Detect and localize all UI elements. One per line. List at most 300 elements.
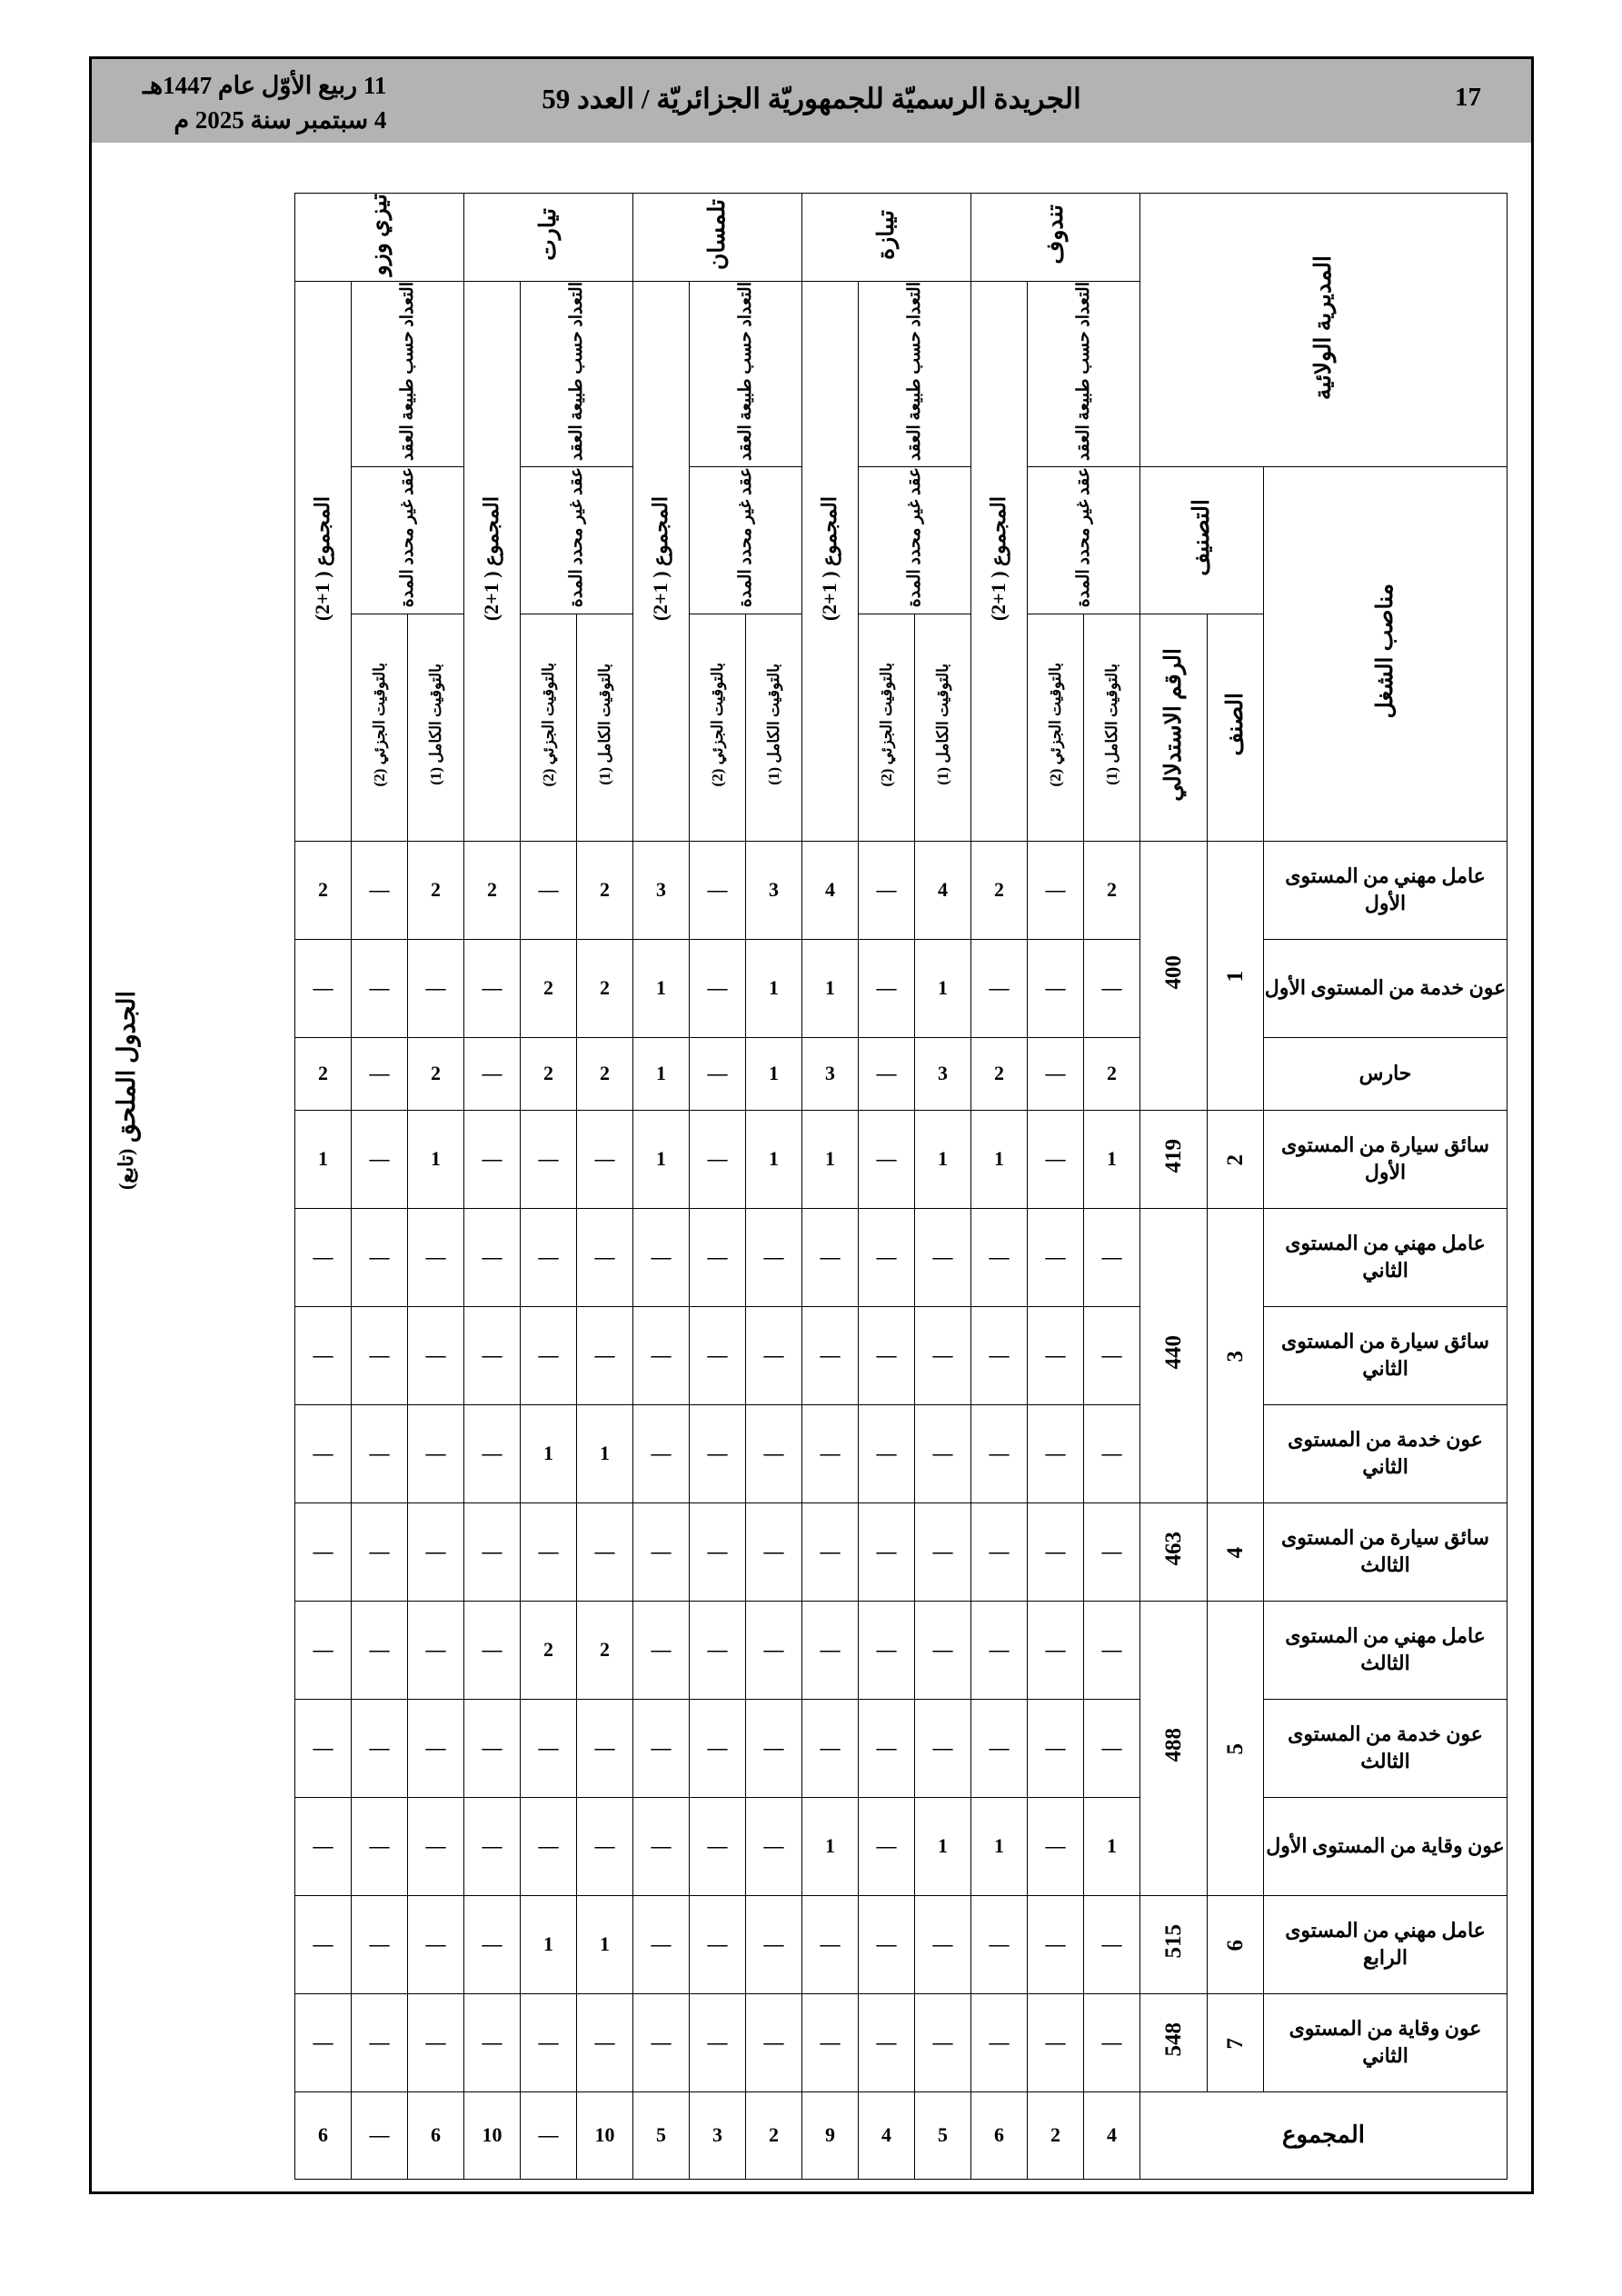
issue-date — [143, 68, 386, 138]
cell-total: 2 — [295, 1037, 352, 1110]
permanent-contract-header-4 — [352, 467, 464, 614]
journal-title: الجريدة الرسميّة للجمهوريّة الجزائريّة / العدد 59 — [542, 83, 1081, 115]
full-time-label: بالتوقيت الكامل (1) — [426, 664, 444, 785]
full-time-header-3 — [577, 614, 633, 841]
cell-full-time: — — [915, 1601, 971, 1699]
cell-part-time: — — [521, 1208, 577, 1306]
table-total-row — [295, 2091, 1508, 2179]
cell-full-time: — — [408, 1699, 464, 1797]
cell-full-time: 1 — [915, 1110, 971, 1208]
full-time-label: بالتوقيت الكامل (1) — [933, 664, 951, 785]
cell-part-time: — — [352, 1502, 408, 1601]
job-label: عامل مهني من المستوى الأول — [1264, 841, 1508, 939]
cell-part-time: — — [1028, 1797, 1084, 1895]
category-number: 4 — [1222, 1546, 1248, 1559]
category-header-cell — [1208, 614, 1264, 841]
category-number: 1 — [1222, 970, 1248, 983]
cell-total: — — [464, 1502, 521, 1601]
cell-full-time: 1 — [1084, 1110, 1140, 1208]
index-number: 463 — [1160, 1532, 1186, 1566]
cell-total: 2 — [295, 841, 352, 939]
cell-total: 1 — [633, 939, 690, 1037]
total-col-label: المجموع ( 1+2) — [649, 495, 672, 622]
part-time-header-1 — [859, 614, 915, 841]
cell-part-time: — — [352, 1306, 408, 1404]
cell-part-time: — — [352, 1208, 408, 1306]
cell-total: — — [295, 1208, 352, 1306]
cell-part-time: — — [1028, 1601, 1084, 1699]
job-label: سائق سيارة من المستوى الثاني — [1264, 1306, 1508, 1404]
cell-part-time: — — [521, 1993, 577, 2091]
index-header-label: الرقم الاستدلالي — [1160, 647, 1186, 802]
cell-full-time: 1 — [746, 1037, 802, 1110]
permanent-contract-header-1 — [859, 467, 971, 614]
permanent-contract-label: عقد غير محدد المدة — [904, 467, 924, 608]
wilaya-label: تيزي وزو — [366, 194, 392, 276]
table-row — [295, 1895, 1508, 1993]
category-number: 2 — [1222, 1153, 1248, 1166]
table-row — [295, 1404, 1508, 1502]
cell-part-time: — — [352, 1699, 408, 1797]
total-col-header-4 — [295, 282, 352, 841]
index-value — [1140, 1208, 1208, 1502]
cell-full-time: — — [746, 1404, 802, 1502]
cell-full-time: 2 — [408, 1037, 464, 1110]
part-time-header-2 — [690, 614, 746, 841]
cell-total: 1 — [802, 1110, 859, 1208]
cell-full-time: 2 — [577, 1037, 633, 1110]
cell-full-time: — — [408, 1601, 464, 1699]
category-value — [1208, 1993, 1264, 2091]
job-label: سائق سيارة من المستوى الأول — [1264, 1110, 1508, 1208]
total-sum: 9 — [802, 2091, 859, 2179]
cell-full-time: — — [408, 1895, 464, 1993]
cell-full-time: — — [1084, 1306, 1140, 1404]
cell-full-time: — — [1084, 1208, 1140, 1306]
cell-total: 1 — [633, 1037, 690, 1110]
cell-part-time: — — [521, 1502, 577, 1601]
category-value — [1208, 1895, 1264, 1993]
cell-total: — — [633, 1601, 690, 1699]
cell-full-time: — — [577, 1208, 633, 1306]
wilaya-label: تلمسان — [704, 199, 730, 271]
part-time-label: بالتوقيت الجزئي (2) — [877, 662, 895, 787]
total-full-time: 5 — [915, 2091, 971, 2179]
cell-full-time: 2 — [577, 841, 633, 939]
index-value — [1140, 841, 1208, 1110]
cell-full-time: — — [1084, 1502, 1140, 1601]
cell-part-time: — — [352, 1601, 408, 1699]
cell-total: — — [464, 1601, 521, 1699]
cell-part-time: — — [690, 1208, 746, 1306]
jobs-header-label: مناصب الشغل — [1372, 584, 1398, 719]
cell-full-time: 2 — [1084, 1037, 1140, 1110]
cell-total: 2 — [971, 1037, 1028, 1110]
cell-part-time: — — [1028, 841, 1084, 939]
cell-full-time: — — [746, 1306, 802, 1404]
cell-part-time: — — [690, 939, 746, 1037]
cell-total: — — [464, 1797, 521, 1895]
job-label: حارس — [1264, 1037, 1508, 1110]
cell-full-time: 1 — [746, 1110, 802, 1208]
cell-full-time: — — [746, 1699, 802, 1797]
table-row — [295, 1601, 1508, 1699]
cell-total: — — [802, 1601, 859, 1699]
total-sum: 6 — [295, 2091, 352, 2179]
cell-part-time: — — [1028, 939, 1084, 1037]
cell-total: — — [633, 1502, 690, 1601]
cell-total: — — [464, 1208, 521, 1306]
cell-total: — — [971, 1699, 1028, 1797]
wilaya-label: تيارت — [535, 208, 561, 262]
table-row — [295, 1797, 1508, 1895]
contract-nature-label: التعداد حسب طبيعة العقد — [566, 282, 586, 462]
total-col-label: المجموع ( 1+2) — [987, 495, 1010, 622]
cell-full-time: — — [915, 1993, 971, 2091]
cell-full-time: — — [408, 1993, 464, 2091]
cell-total: — — [295, 1404, 352, 1502]
job-label: عون خدمة من المستوى الثاني — [1264, 1404, 1508, 1502]
cell-total: — — [971, 939, 1028, 1037]
cell-total: 1 — [802, 1797, 859, 1895]
cell-part-time: — — [859, 1037, 915, 1110]
cell-part-time: — — [521, 1797, 577, 1895]
cell-full-time: 1 — [577, 1404, 633, 1502]
category-header-label: الصنف — [1222, 693, 1248, 756]
part-time-header-4 — [352, 614, 408, 841]
cell-full-time: — — [408, 1208, 464, 1306]
cell-part-time: — — [690, 1037, 746, 1110]
cell-total: — — [295, 1601, 352, 1699]
cell-full-time: — — [577, 1993, 633, 2091]
cell-total: 2 — [464, 841, 521, 939]
part-time-header-3 — [521, 614, 577, 841]
contract-nature-header-2 — [690, 282, 802, 467]
cell-part-time: 2 — [521, 1037, 577, 1110]
job-label: عامل مهني من المستوى الثاني — [1264, 1208, 1508, 1306]
cell-part-time: — — [690, 1502, 746, 1601]
index-value — [1140, 1502, 1208, 1601]
job-label: عون وقاية من المستوى الثاني — [1264, 1993, 1508, 2091]
total-full-time: 4 — [1084, 2091, 1140, 2179]
cell-part-time: — — [859, 1699, 915, 1797]
category-number: 6 — [1222, 1939, 1248, 1952]
cell-total: — — [295, 1699, 352, 1797]
cell-part-time: — — [352, 1110, 408, 1208]
cell-full-time: 3 — [915, 1037, 971, 1110]
cell-full-time: — — [915, 1306, 971, 1404]
index-value — [1140, 1110, 1208, 1208]
issue-date-gregorian: 4 سبتمبر سنة 2025 م — [174, 106, 387, 135]
job-label: عامل مهني من المستوى الرابع — [1264, 1895, 1508, 1993]
cell-total: — — [464, 1404, 521, 1502]
total-col-label: المجموع ( 1+2) — [480, 495, 503, 622]
cell-full-time: 2 — [577, 939, 633, 1037]
cell-full-time: — — [915, 1699, 971, 1797]
cell-part-time: — — [352, 1895, 408, 1993]
part-time-label: بالتوقيت الجزئي (2) — [370, 662, 388, 787]
cell-part-time: — — [352, 1404, 408, 1502]
total-col-label: المجموع ( 1+2) — [818, 495, 841, 622]
staffing-table — [294, 193, 1508, 2180]
cell-total: — — [464, 1037, 521, 1110]
category-number: 7 — [1222, 2037, 1248, 2050]
cell-total: 1 — [802, 939, 859, 1037]
contract-nature-label: التعداد حسب طبيعة العقد — [904, 282, 924, 462]
contract-nature-header-0 — [1028, 282, 1140, 467]
contract-nature-label: التعداد حسب طبيعة العقد — [397, 282, 417, 462]
cell-part-time: — — [859, 1502, 915, 1601]
cell-part-time: — — [690, 1110, 746, 1208]
index-value — [1140, 1993, 1208, 2091]
cell-total: — — [464, 1895, 521, 1993]
table-row — [295, 939, 1508, 1037]
cell-total: — — [802, 1404, 859, 1502]
wilaya-header-3 — [464, 194, 633, 282]
cell-part-time: — — [690, 1601, 746, 1699]
part-time-label: بالتوقيت الجزئي (2) — [539, 662, 557, 787]
classification-header-label: التصنيف — [1189, 499, 1214, 576]
part-time-label: بالتوقيت الجزئي (2) — [1046, 662, 1064, 787]
cell-part-time: — — [859, 1797, 915, 1895]
cell-part-time: — — [690, 841, 746, 939]
cell-part-time: — — [859, 1404, 915, 1502]
cell-full-time: — — [1084, 1601, 1140, 1699]
cell-total: — — [464, 1110, 521, 1208]
permanent-contract-label: عقد غير محدد المدة — [1073, 467, 1093, 608]
jobs-header-cell — [1264, 467, 1508, 841]
cell-total: — — [464, 1699, 521, 1797]
cell-full-time: 1 — [915, 939, 971, 1037]
cell-full-time: — — [577, 1797, 633, 1895]
cell-full-time: — — [746, 1502, 802, 1601]
cell-part-time: — — [690, 1895, 746, 1993]
full-time-label: بالتوقيت الكامل (1) — [595, 664, 613, 785]
total-full-time: 10 — [577, 2091, 633, 2179]
cell-part-time: — — [859, 1993, 915, 2091]
cell-part-time: — — [1028, 1993, 1084, 2091]
cell-total: 3 — [633, 841, 690, 939]
table-row — [295, 1110, 1508, 1208]
job-label: عون وقاية من المستوى الأول — [1264, 1797, 1508, 1895]
total-sum: 10 — [464, 2091, 521, 2179]
cell-total: — — [971, 1502, 1028, 1601]
cell-full-time: — — [408, 1797, 464, 1895]
cell-part-time: — — [690, 1306, 746, 1404]
cell-full-time: 3 — [746, 841, 802, 939]
cell-part-time: — — [1028, 1404, 1084, 1502]
total-col-header-1 — [802, 282, 859, 841]
cell-part-time: — — [352, 1797, 408, 1895]
cell-full-time: — — [746, 1208, 802, 1306]
classification-header-cell — [1140, 467, 1264, 614]
page-header-band — [92, 59, 1531, 143]
cell-total: 4 — [802, 841, 859, 939]
cell-total: 2 — [971, 841, 1028, 939]
cell-total: — — [295, 1895, 352, 1993]
cell-part-time: — — [859, 841, 915, 939]
wilaya-header-0 — [971, 194, 1140, 282]
cell-full-time: 1 — [1084, 1797, 1140, 1895]
cell-total: — — [802, 1502, 859, 1601]
total-part-time: 4 — [859, 2091, 915, 2179]
cell-total: — — [971, 1895, 1028, 1993]
cell-part-time: — — [1028, 1502, 1084, 1601]
total-col-header-0 — [971, 282, 1028, 841]
job-label: عون خدمة من المستوى الثالث — [1264, 1699, 1508, 1797]
contract-nature-header-1 — [859, 282, 971, 467]
cell-full-time: — — [408, 1404, 464, 1502]
wilaya-header-1 — [802, 194, 971, 282]
cell-full-time: — — [746, 1993, 802, 2091]
table-row — [295, 1502, 1508, 1601]
table-header-wilayas — [295, 194, 1508, 282]
appendix-caption-sub: (تابع) — [114, 1148, 137, 1191]
index-number: 419 — [1160, 1139, 1186, 1173]
cell-full-time: — — [915, 1208, 971, 1306]
total-col-label: المجموع ( 1+2) — [311, 495, 334, 622]
cell-full-time: — — [746, 1895, 802, 1993]
index-number: 488 — [1160, 1728, 1186, 1762]
cell-full-time: — — [408, 1306, 464, 1404]
cell-total: — — [295, 1993, 352, 2091]
table-row — [295, 1993, 1508, 2091]
table-row — [295, 1306, 1508, 1404]
cell-total: 1 — [971, 1797, 1028, 1895]
appendix-caption — [112, 991, 148, 1190]
permanent-contract-header-3 — [521, 467, 633, 614]
index-value — [1140, 1601, 1208, 1895]
cell-total: — — [633, 1306, 690, 1404]
cell-part-time: — — [521, 1110, 577, 1208]
part-time-label: بالتوقيت الجزئي (2) — [708, 662, 726, 787]
table-row — [295, 1037, 1508, 1110]
cell-total: 1 — [971, 1110, 1028, 1208]
cell-total: — — [971, 1208, 1028, 1306]
cell-part-time: — — [859, 939, 915, 1037]
cell-total: — — [802, 1699, 859, 1797]
cell-total: — — [295, 1797, 352, 1895]
cell-part-time: — — [690, 1699, 746, 1797]
job-label: سائق سيارة من المستوى الثالث — [1264, 1502, 1508, 1601]
table-row — [295, 1208, 1508, 1306]
index-number: 400 — [1160, 955, 1186, 990]
appendix-caption-title: الجدول الملحق — [113, 991, 140, 1143]
cell-total: — — [633, 1895, 690, 1993]
cell-part-time: 2 — [521, 1601, 577, 1699]
cell-full-time: 2 — [1084, 841, 1140, 939]
category-value — [1208, 841, 1264, 1110]
cell-full-time: 1 — [408, 1110, 464, 1208]
index-number: 548 — [1160, 2022, 1186, 2057]
cell-full-time: — — [577, 1306, 633, 1404]
permanent-contract-label: عقد غير محدد المدة — [397, 467, 417, 608]
cell-full-time: — — [1084, 939, 1140, 1037]
cell-full-time: 1 — [915, 1797, 971, 1895]
cell-full-time: 4 — [915, 841, 971, 939]
cell-total: 3 — [802, 1037, 859, 1110]
total-col-header-2 — [633, 282, 690, 841]
table-row — [295, 841, 1508, 939]
cell-part-time: — — [690, 1993, 746, 2091]
cell-total: — — [633, 1797, 690, 1895]
cell-full-time: — — [915, 1404, 971, 1502]
cell-part-time: — — [352, 841, 408, 939]
cell-full-time: 2 — [408, 841, 464, 939]
wilaya-header-4 — [295, 194, 464, 282]
table-row — [295, 1699, 1508, 1797]
total-sum: 6 — [971, 2091, 1028, 2179]
category-value — [1208, 1208, 1264, 1502]
cell-full-time: — — [408, 1502, 464, 1601]
cell-part-time: — — [859, 1110, 915, 1208]
cell-part-time: — — [521, 841, 577, 939]
total-full-time: 6 — [408, 2091, 464, 2179]
job-label: عامل مهني من المستوى الثالث — [1264, 1601, 1508, 1699]
cell-total: — — [971, 1993, 1028, 2091]
full-time-header-1 — [915, 614, 971, 841]
cell-full-time: — — [746, 1797, 802, 1895]
cell-part-time: — — [352, 1993, 408, 2091]
cell-total: — — [633, 1699, 690, 1797]
total-part-time: — — [352, 2091, 408, 2179]
cell-total: — — [971, 1601, 1028, 1699]
total-col-header-3 — [464, 282, 521, 841]
category-number: 5 — [1222, 1742, 1248, 1755]
category-number: 3 — [1222, 1350, 1248, 1363]
page-number: 17 — [1455, 83, 1481, 112]
cell-full-time: — — [915, 1895, 971, 1993]
index-number: 440 — [1160, 1335, 1186, 1370]
cell-part-time: — — [1028, 1037, 1084, 1110]
cell-full-time: — — [577, 1110, 633, 1208]
cell-total: — — [464, 939, 521, 1037]
cell-total: 1 — [633, 1110, 690, 1208]
total-row-label: المجموع — [1140, 2091, 1508, 2179]
cell-full-time: — — [577, 1699, 633, 1797]
cell-part-time: — — [1028, 1110, 1084, 1208]
cell-part-time: — — [521, 1306, 577, 1404]
cell-part-time: — — [859, 1601, 915, 1699]
cell-total: — — [464, 1306, 521, 1404]
contract-nature-label: التعداد حسب طبيعة العقد — [1073, 282, 1093, 462]
total-sum: 5 — [633, 2091, 690, 2179]
cell-part-time: — — [859, 1208, 915, 1306]
cell-total: — — [633, 1993, 690, 2091]
cell-full-time: — — [746, 1601, 802, 1699]
cell-full-time: — — [1084, 1895, 1140, 1993]
cell-part-time: 2 — [521, 939, 577, 1037]
total-part-time: 2 — [1028, 2091, 1084, 2179]
cell-part-time: — — [1028, 1306, 1084, 1404]
cell-part-time: — — [859, 1306, 915, 1404]
full-time-header-0 — [1084, 614, 1140, 841]
cell-total: — — [802, 1895, 859, 1993]
issue-date-hijri: 11 ربيع الأوّل عام 1447هـ — [143, 72, 387, 99]
job-label: عون خدمة من المستوى الأول — [1264, 939, 1508, 1037]
cell-total: — — [971, 1404, 1028, 1502]
cell-part-time: — — [859, 1895, 915, 1993]
cell-part-time: — — [1028, 1208, 1084, 1306]
cell-full-time: — — [915, 1502, 971, 1601]
permanent-contract-label: عقد غير محدد المدة — [566, 467, 586, 608]
cell-full-time: 1 — [577, 1895, 633, 1993]
cell-part-time: 1 — [521, 1404, 577, 1502]
full-time-label: بالتوقيت الكامل (1) — [1102, 664, 1120, 785]
cell-total: — — [971, 1306, 1028, 1404]
cell-full-time: — — [1084, 1404, 1140, 1502]
cell-total: — — [633, 1404, 690, 1502]
